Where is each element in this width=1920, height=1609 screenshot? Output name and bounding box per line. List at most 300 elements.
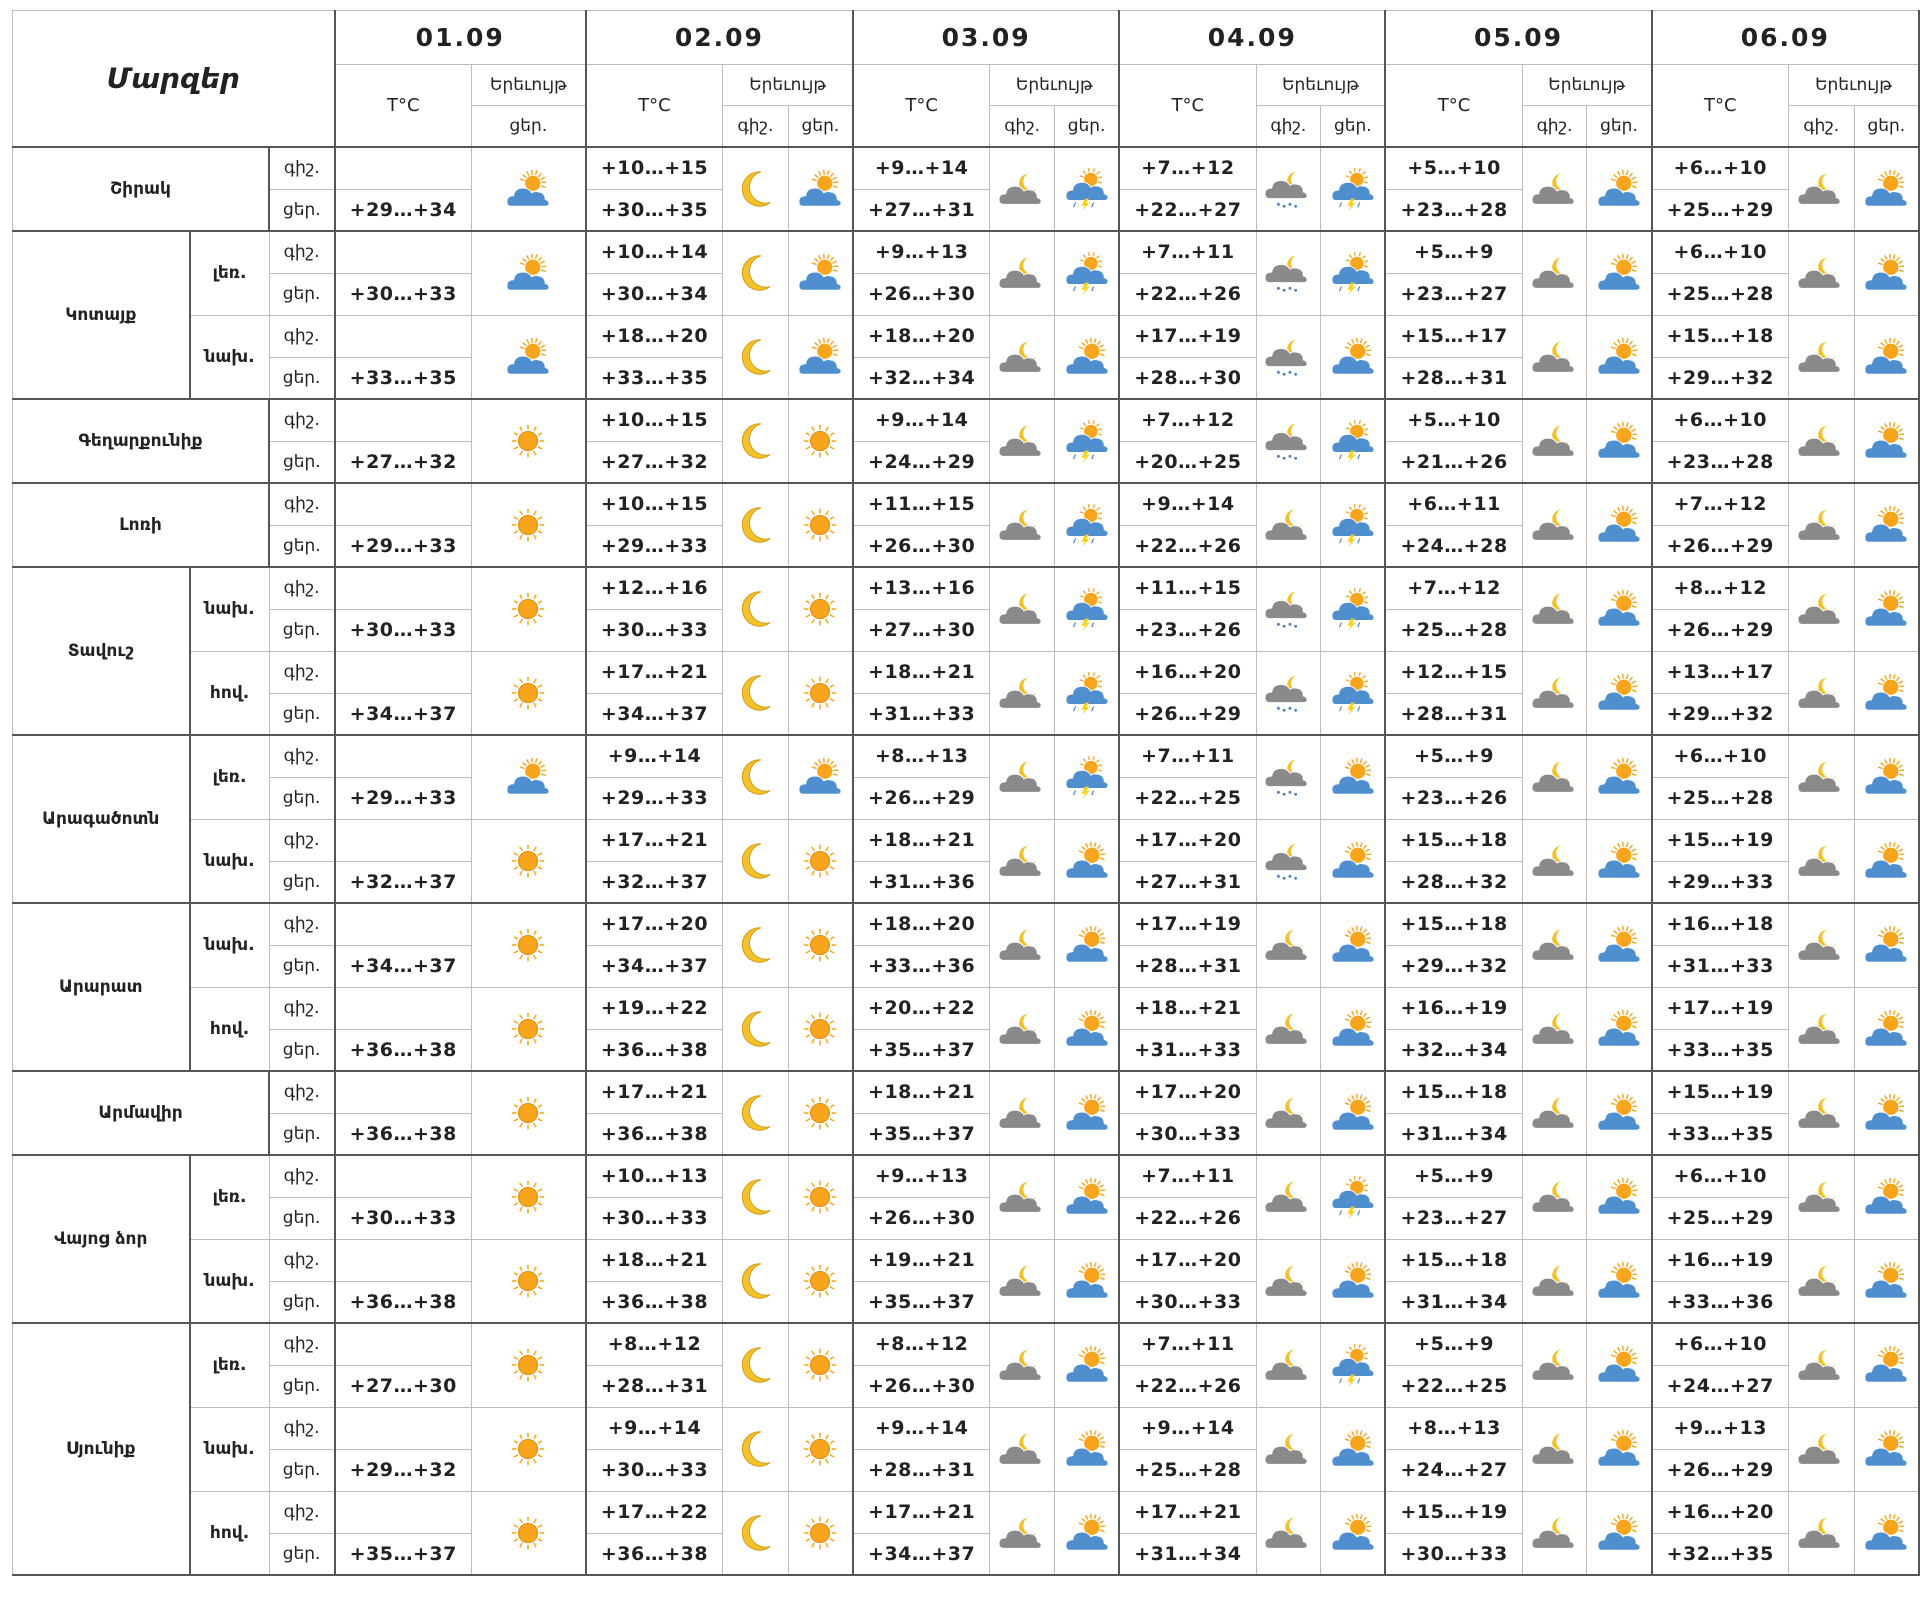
temp-day: +22…+27 [1119, 189, 1256, 231]
temp-day: +33…+35 [1652, 1113, 1789, 1155]
sun-icon [471, 987, 585, 1071]
temp-day: +28…+31 [1119, 945, 1256, 987]
temp-night: +7…+12 [1652, 483, 1789, 525]
zone-label: լեռ. [190, 1155, 270, 1239]
day-label: ցեր. [269, 1029, 335, 1071]
forecast-row-night [13, 315, 1920, 357]
moon-cloud-icon [1788, 651, 1854, 735]
moon-icon [723, 483, 789, 567]
temp-night [335, 1323, 472, 1365]
temp-night [335, 567, 472, 609]
temp-day: +27…+31 [1119, 861, 1256, 903]
forecast-row-night [13, 819, 1920, 861]
sun-cloud-icon [1321, 1407, 1386, 1491]
moon-cloud-icon [1522, 1491, 1587, 1575]
night-label: գիշ. [269, 819, 335, 861]
temp-day: +28…+31 [853, 1449, 990, 1491]
day-label: ցեր. [269, 1113, 335, 1155]
sun-icon [471, 1323, 585, 1407]
cloud-rain-night-icon [1256, 147, 1321, 231]
weather-col-header: Երեւույթ [723, 65, 853, 106]
temp-night: +10…+15 [586, 483, 723, 525]
sun-icon [788, 651, 853, 735]
thunderstorm-icon [1321, 147, 1386, 231]
moon-icon [723, 651, 789, 735]
moon-cloud-icon [1522, 1239, 1587, 1323]
sun-icon [471, 1407, 585, 1491]
moon-cloud-icon [990, 819, 1055, 903]
moon-cloud-icon [1522, 567, 1587, 651]
day-label: ցեր. [269, 273, 335, 315]
moon-cloud-icon [1256, 1071, 1321, 1155]
sun-cloud-icon [1854, 399, 1919, 483]
temp-day: +24…+27 [1652, 1365, 1789, 1407]
moon-cloud-icon [1522, 735, 1587, 819]
temp-night: +10…+14 [586, 231, 723, 273]
temp-night: +15…+19 [1385, 1491, 1522, 1533]
sun-cloud-icon [1854, 735, 1919, 819]
region-name: Լոռի [13, 483, 270, 567]
day-label: ցեր. [269, 1197, 335, 1239]
forecast-row-night [13, 231, 1920, 273]
temp-night [335, 483, 472, 525]
moon-cloud-icon [990, 1155, 1055, 1239]
temp-day: +23…+28 [1385, 189, 1522, 231]
temp-night: +7…+11 [1119, 735, 1256, 777]
temp-night: +15…+17 [1385, 315, 1522, 357]
sun-cloud-icon [1587, 1407, 1652, 1491]
temp-night: +12…+16 [586, 567, 723, 609]
sun-cloud-icon [1854, 231, 1919, 315]
night-label: գիշ. [269, 483, 335, 525]
night-label: գիշ. [269, 735, 335, 777]
region-name: Սյունիք [13, 1323, 190, 1575]
temp-day: +36…+38 [335, 1113, 472, 1155]
temp-night: +15…+18 [1385, 1071, 1522, 1113]
moon-cloud-icon [1522, 819, 1587, 903]
temp-day: +20…+25 [1119, 441, 1256, 483]
cloud-rain-night-icon [1256, 315, 1321, 399]
moon-cloud-icon [990, 735, 1055, 819]
temp-day: +29…+33 [335, 525, 472, 567]
sun-cloud-icon [1587, 1239, 1652, 1323]
temp-day: +36…+38 [586, 1113, 723, 1155]
forecast-row-night [13, 1491, 1920, 1533]
sun-cloud-icon [471, 231, 585, 315]
temp-day: +22…+26 [1119, 273, 1256, 315]
moon-cloud-icon [1788, 483, 1854, 567]
temp-night: +15…+18 [1652, 315, 1789, 357]
zone-label: լեռ. [190, 1323, 270, 1407]
temp-night: +12…+15 [1385, 651, 1522, 693]
temp-night: +6…+10 [1652, 399, 1789, 441]
region-name: Կոտայք [13, 231, 190, 399]
night-label: գիշ. [269, 315, 335, 357]
region-name: Շիրակ [13, 147, 270, 231]
moon-icon [723, 987, 789, 1071]
sun-cloud-icon [1055, 1491, 1120, 1575]
temp-night: +18…+20 [586, 315, 723, 357]
moon-cloud-icon [1256, 1155, 1321, 1239]
temp-day: +31…+33 [853, 693, 990, 735]
sun-cloud-icon [1854, 1155, 1919, 1239]
forecast-row-night [13, 651, 1920, 693]
temp-day: +35…+37 [853, 1113, 990, 1155]
night-subheader: գիշ. [1256, 106, 1321, 148]
day-subheader: ցեր. [1055, 106, 1120, 148]
moon-cloud-icon [1522, 1155, 1587, 1239]
temp-day: +36…+38 [586, 1029, 723, 1071]
zone-label: լեռ. [190, 231, 270, 315]
region-name: Վայոց ձոր [13, 1155, 190, 1323]
temp-day: +33…+36 [853, 945, 990, 987]
moon-cloud-icon [990, 903, 1055, 987]
temp-night: +5…+9 [1385, 1323, 1522, 1365]
sun-cloud-icon [1055, 903, 1120, 987]
temp-night [335, 819, 472, 861]
moon-cloud-icon [1522, 483, 1587, 567]
night-label: գիշ. [269, 399, 335, 441]
moon-icon [723, 147, 789, 231]
temp-day: +23…+26 [1385, 777, 1522, 819]
temp-day: +23…+26 [1119, 609, 1256, 651]
moon-icon [723, 399, 789, 483]
thunderstorm-icon [1321, 651, 1386, 735]
temp-night [335, 987, 472, 1029]
thunderstorm-icon [1055, 147, 1120, 231]
moon-cloud-icon [1788, 1407, 1854, 1491]
day-label: ցեր. [269, 189, 335, 231]
sun-cloud-icon [471, 147, 585, 231]
night-subheader: գիշ. [1788, 106, 1854, 148]
day-subheader: ցեր. [1854, 106, 1919, 148]
forecast-row-night [13, 1323, 1920, 1365]
moon-cloud-icon [1256, 1407, 1321, 1491]
weather-col-header: Երեւույթ [1522, 65, 1651, 106]
temp-night: +5…+9 [1385, 231, 1522, 273]
temp-day: +22…+25 [1119, 777, 1256, 819]
temp-night: +7…+11 [1119, 231, 1256, 273]
sun-cloud-icon [788, 231, 853, 315]
sun-icon [788, 1239, 853, 1323]
sun-cloud-icon [1055, 1239, 1120, 1323]
sun-cloud-icon [1587, 399, 1652, 483]
moon-icon [723, 1323, 789, 1407]
moon-cloud-icon [1522, 903, 1587, 987]
temp-night: +17…+20 [1119, 1239, 1256, 1281]
temp-night [335, 651, 472, 693]
temp-night: +17…+19 [1652, 987, 1789, 1029]
temp-night [335, 231, 472, 273]
temp-day: +30…+33 [1119, 1113, 1256, 1155]
forecast-row-night [13, 903, 1920, 945]
thunderstorm-icon [1321, 1155, 1386, 1239]
moon-cloud-icon [990, 1071, 1055, 1155]
sun-cloud-icon [1321, 1239, 1386, 1323]
temp-night: +11…+15 [853, 483, 990, 525]
temp-day: +29…+34 [335, 189, 472, 231]
temp-day: +22…+26 [1119, 1365, 1256, 1407]
forecast-row-night [13, 1239, 1920, 1281]
temp-night: +7…+11 [1119, 1323, 1256, 1365]
sun-cloud-icon [1321, 819, 1386, 903]
zone-label: նախ. [190, 1407, 270, 1491]
moon-cloud-icon [1788, 819, 1854, 903]
forecast-row-night [13, 1071, 1920, 1113]
temp-night: +18…+21 [586, 1239, 723, 1281]
temp-night: +18…+20 [853, 903, 990, 945]
night-subheader: գիշ. [723, 106, 789, 148]
sun-cloud-icon [1055, 1155, 1120, 1239]
thunderstorm-icon [1321, 483, 1386, 567]
moon-cloud-icon [1788, 399, 1854, 483]
temp-night: +5…+10 [1385, 147, 1522, 189]
forecast-container [12, 10, 1920, 1576]
temp-day: +33…+35 [586, 357, 723, 399]
temp-night: +13…+16 [853, 567, 990, 609]
zone-label: նախ. [190, 903, 270, 987]
temp-day: +22…+26 [1119, 525, 1256, 567]
sun-cloud-icon [1587, 735, 1652, 819]
moon-cloud-icon [1788, 903, 1854, 987]
temp-night: +6…+10 [1652, 735, 1789, 777]
temp-night: +15…+19 [1652, 1071, 1789, 1113]
temp-day: +32…+35 [1652, 1533, 1789, 1575]
region-name: Արարատ [13, 903, 190, 1071]
temp-night: +17…+21 [1119, 1491, 1256, 1533]
temp-day: +35…+37 [335, 1533, 472, 1575]
moon-cloud-icon [1788, 1071, 1854, 1155]
moon-cloud-icon [990, 1323, 1055, 1407]
temp-day: +34…+37 [586, 945, 723, 987]
forecast-table [12, 10, 1920, 1576]
sun-icon [788, 483, 853, 567]
sun-cloud-icon [1587, 1155, 1652, 1239]
temp-day: +35…+37 [853, 1281, 990, 1323]
temp-night [335, 1491, 472, 1533]
moon-cloud-icon [1522, 651, 1587, 735]
sun-cloud-icon [1587, 1071, 1652, 1155]
temp-night [335, 399, 472, 441]
moon-icon [723, 1155, 789, 1239]
temp-day: +27…+30 [853, 609, 990, 651]
sun-cloud-icon [1587, 903, 1652, 987]
night-label: գիշ. [269, 1239, 335, 1281]
temp-night: +9…+14 [1119, 1407, 1256, 1449]
night-subheader: գիշ. [1522, 106, 1587, 148]
temp-day: +31…+34 [1385, 1281, 1522, 1323]
forecast-row-night [13, 987, 1920, 1029]
temp-day: +34…+37 [586, 693, 723, 735]
moon-cloud-icon [1256, 903, 1321, 987]
cloud-rain-night-icon [1256, 651, 1321, 735]
temp-day: +30…+33 [586, 1197, 723, 1239]
temp-day: +31…+33 [1119, 1029, 1256, 1071]
temp-day: +25…+28 [1652, 777, 1789, 819]
zone-label: նախ. [190, 315, 270, 399]
temp-night: +17…+21 [586, 1071, 723, 1113]
moon-cloud-icon [1256, 483, 1321, 567]
moon-icon [723, 819, 789, 903]
sun-icon [471, 1239, 585, 1323]
moon-cloud-icon [1522, 315, 1587, 399]
sun-cloud-icon [1854, 567, 1919, 651]
sun-cloud-icon [1587, 483, 1652, 567]
sun-icon [471, 1491, 585, 1575]
moon-icon [723, 1407, 789, 1491]
sun-cloud-icon [1854, 1407, 1919, 1491]
temp-night: +9…+14 [853, 399, 990, 441]
temp-night: +17…+20 [1119, 1071, 1256, 1113]
temp-day: +33…+36 [1652, 1281, 1789, 1323]
moon-cloud-icon [990, 399, 1055, 483]
day-label: ցեր. [269, 1449, 335, 1491]
moon-cloud-icon [1522, 147, 1587, 231]
temp-day: +29…+32 [1652, 357, 1789, 399]
moon-cloud-icon [990, 987, 1055, 1071]
temp-night: +7…+12 [1385, 567, 1522, 609]
forecast-row-night [13, 1155, 1920, 1197]
temp-night: +19…+22 [586, 987, 723, 1029]
sun-cloud-icon [1321, 735, 1386, 819]
temp-day: +26…+30 [853, 1365, 990, 1407]
temp-night: +7…+12 [1119, 399, 1256, 441]
date-header: 05.09 [1385, 11, 1651, 65]
moon-cloud-icon [1788, 1239, 1854, 1323]
sun-cloud-icon [1587, 1491, 1652, 1575]
sun-icon [788, 1071, 853, 1155]
sun-cloud-icon [1587, 1323, 1652, 1407]
temp-night: +9…+14 [586, 735, 723, 777]
temp-night: +9…+14 [853, 1407, 990, 1449]
temp-night: +8…+13 [853, 735, 990, 777]
temp-night: +17…+21 [586, 651, 723, 693]
thunderstorm-icon [1321, 1323, 1386, 1407]
temp-day: +32…+37 [335, 861, 472, 903]
forecast-row-night [13, 147, 1920, 189]
temp-day: +28…+31 [1385, 357, 1522, 399]
temp-day: +32…+34 [853, 357, 990, 399]
sun-cloud-icon [1854, 903, 1919, 987]
temp-night: +6…+10 [1652, 1323, 1789, 1365]
sun-icon [788, 1407, 853, 1491]
thunderstorm-icon [1055, 735, 1120, 819]
temp-night: +9…+14 [586, 1407, 723, 1449]
regions-title: Մարզեր [13, 11, 335, 148]
temp-night: +20…+22 [853, 987, 990, 1029]
moon-cloud-icon [1788, 1491, 1854, 1575]
temp-day: +35…+37 [853, 1029, 990, 1071]
temp-day: +23…+28 [1652, 441, 1789, 483]
temp-night: +7…+11 [1119, 1155, 1256, 1197]
sun-cloud-icon [788, 147, 853, 231]
temp-day: +34…+37 [335, 693, 472, 735]
moon-cloud-icon [990, 483, 1055, 567]
temp-night: +11…+15 [1119, 567, 1256, 609]
temp-night: +6…+10 [1652, 231, 1789, 273]
temp-day: +31…+34 [1385, 1113, 1522, 1155]
sun-icon [471, 651, 585, 735]
region-name: Արագածոտն [13, 735, 190, 903]
day-label: ցեր. [269, 1281, 335, 1323]
temp-day: +25…+29 [1652, 189, 1789, 231]
temp-night: +6…+10 [1652, 147, 1789, 189]
temp-day: +23…+27 [1385, 273, 1522, 315]
temp-night: +18…+21 [853, 651, 990, 693]
temp-day: +31…+34 [1119, 1533, 1256, 1575]
sun-cloud-icon [1854, 1323, 1919, 1407]
temp-day: +26…+30 [853, 273, 990, 315]
night-label: գիշ. [269, 1491, 335, 1533]
date-header: 03.09 [853, 11, 1119, 65]
sun-cloud-icon [1854, 1491, 1919, 1575]
temp-day: +29…+33 [335, 777, 472, 819]
sun-icon [788, 399, 853, 483]
sun-icon [471, 1155, 585, 1239]
sun-icon [471, 1071, 585, 1155]
moon-cloud-icon [1788, 1155, 1854, 1239]
temp-night: +10…+13 [586, 1155, 723, 1197]
thunderstorm-icon [1055, 483, 1120, 567]
sun-cloud-icon [1587, 987, 1652, 1071]
moon-cloud-icon [990, 147, 1055, 231]
temp-night: +8…+12 [1652, 567, 1789, 609]
sun-cloud-icon [1055, 1071, 1120, 1155]
sun-icon [788, 567, 853, 651]
temp-col-header: T°C [1652, 65, 1789, 148]
moon-cloud-icon [1256, 1323, 1321, 1407]
zone-label: նախ. [190, 567, 270, 651]
temp-day: +22…+26 [1119, 1197, 1256, 1239]
temp-col-header: T°C [853, 65, 990, 148]
temp-day: +34…+37 [853, 1533, 990, 1575]
temp-day: +29…+33 [586, 777, 723, 819]
region-name: Գեղարքունիք [13, 399, 270, 483]
temp-day: +26…+29 [1119, 693, 1256, 735]
sun-cloud-icon [1854, 483, 1919, 567]
moon-icon [723, 1239, 789, 1323]
temp-night: +16…+20 [1652, 1491, 1789, 1533]
moon-icon [723, 315, 789, 399]
temp-night [335, 903, 472, 945]
temp-day: +28…+31 [586, 1365, 723, 1407]
temp-day: +25…+28 [1652, 273, 1789, 315]
day-label: ցեր. [269, 609, 335, 651]
moon-icon [723, 231, 789, 315]
day-label: ցեր. [269, 777, 335, 819]
temp-night: +17…+22 [586, 1491, 723, 1533]
cloud-rain-night-icon [1256, 819, 1321, 903]
moon-cloud-icon [990, 567, 1055, 651]
night-label: գիշ. [269, 1155, 335, 1197]
temp-day: +21…+26 [1385, 441, 1522, 483]
temp-night: +9…+13 [853, 231, 990, 273]
moon-icon [723, 1491, 789, 1575]
temp-day: +32…+34 [1385, 1029, 1522, 1071]
sun-cloud-icon [1321, 315, 1386, 399]
moon-cloud-icon [990, 231, 1055, 315]
day-label: ցեր. [269, 357, 335, 399]
zone-label: նախ. [190, 1239, 270, 1323]
thunderstorm-icon [1321, 567, 1386, 651]
temp-night: +15…+18 [1385, 903, 1522, 945]
sun-icon [788, 1323, 853, 1407]
sun-icon [471, 819, 585, 903]
temp-night: +15…+18 [1385, 819, 1522, 861]
moon-cloud-icon [1522, 1071, 1587, 1155]
moon-icon [723, 567, 789, 651]
sun-icon [471, 903, 585, 987]
